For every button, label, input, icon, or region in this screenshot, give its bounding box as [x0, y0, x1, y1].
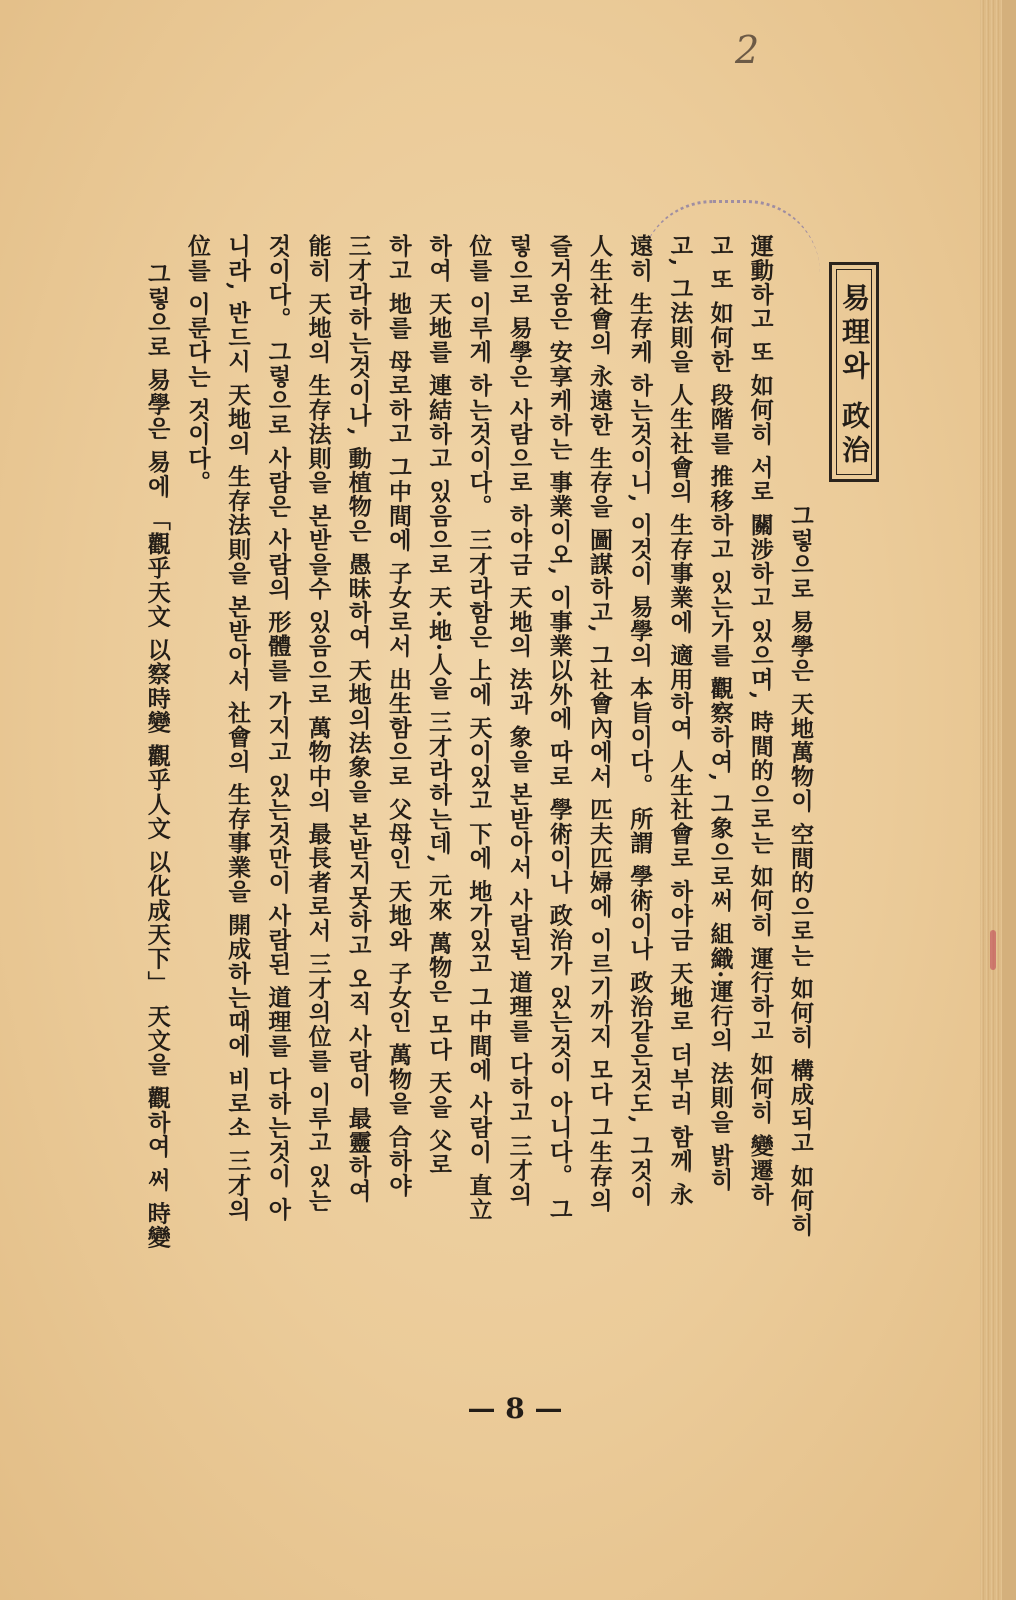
text-column: 그렇으로 易學은 天地萬物이 空間的으로는 如何히 構成되고 如何히	[787, 504, 814, 1237]
text-column: 고 또 如何한 段階를 推移하고 있는가를 觀察하여, 그象으로써 組織·運行의 法則을 밝히	[706, 234, 734, 1192]
text-column: 렇으로 易學은 사람으로 하야금 天地의 法과 象을 본받아서 사람된 道理를 다하고 三才의	[505, 234, 533, 1207]
page-number: — 8 —	[467, 1392, 563, 1425]
text-column: 니라, 반드시 天地의 生存法則을 본받아서 社會의 生存事業을 開成하는때에 비로소 三才의	[224, 234, 252, 1222]
title-box-inner-border	[836, 269, 872, 475]
text-column: 三才라하는것이나, 動植物은 愚昧하여 天地의法象을 본받지못하고 오직 사람이 最靈하여	[344, 234, 372, 1204]
section-title: 易理와 政治	[838, 283, 871, 469]
page-edge	[980, 0, 1002, 1600]
text-column: 것이다。 그렇으로 사람은 사람의 形體를 가지고 있는것만이 사람된 道理를 다하는것이 아	[264, 234, 292, 1222]
handwritten-page-mark: 2	[735, 28, 760, 72]
text-column: 고, 그法則을 人生社會의 生存事業에 適用하여 人生社會로 하야금 天地로 더부러 함께 永	[666, 234, 694, 1207]
text-column: 人生社會의 永遠한 生存을 圖謀하고, 그社會內에서 匹夫匹婦에 이르기까지 모다 그生存의	[585, 234, 613, 1213]
text-column: 位를 이루게 하는것이다。 三才라함은 上에 天이있고 下에 地가있고 그中間에 사람이 直立	[465, 234, 493, 1222]
section-title-box	[829, 262, 879, 482]
red-ink-mark	[990, 930, 996, 970]
text-column: 遠히 生存케 하는것이니, 이것이 易學의 本旨이다。 所謂 學術이나 政治같은것도, 그것이	[626, 234, 654, 1207]
text-column: 그렇으로 易學은 易에 「觀乎天文 以察時變 觀乎人文 以化成天下」 天文을 觀하여 써 時變	[143, 262, 171, 1250]
text-column: 하고 地를 母로하고 그中間에 子女로서 出生함으로 父母인 天地와 子女인 萬物을 合하야	[384, 234, 412, 1198]
text-column: 位를 이룬다는 것이다。	[183, 234, 211, 495]
body-text	[143, 234, 820, 1394]
text-column: 運動하고 또 如何히 서로 關涉하고 있으며, 時間的으로는 如何히 運行하고 如何히 變遷하	[746, 234, 774, 1207]
text-column: 하여 天地를 連結하고 있음으로 天·地·人을 三才라하는데, 元來 萬物은 모다 天을 父로	[425, 234, 453, 1177]
text-column: 즐거움은 安享케하는 事業이오, 이事業以外에 따로 學術이나 政治가 있는것이 아니다。 그	[545, 234, 573, 1222]
text-column: 能히 天地의 生存法則을 본받을수 있음으로 萬物中의 最長者로서 三才의位를 이루고 있는	[304, 234, 332, 1213]
